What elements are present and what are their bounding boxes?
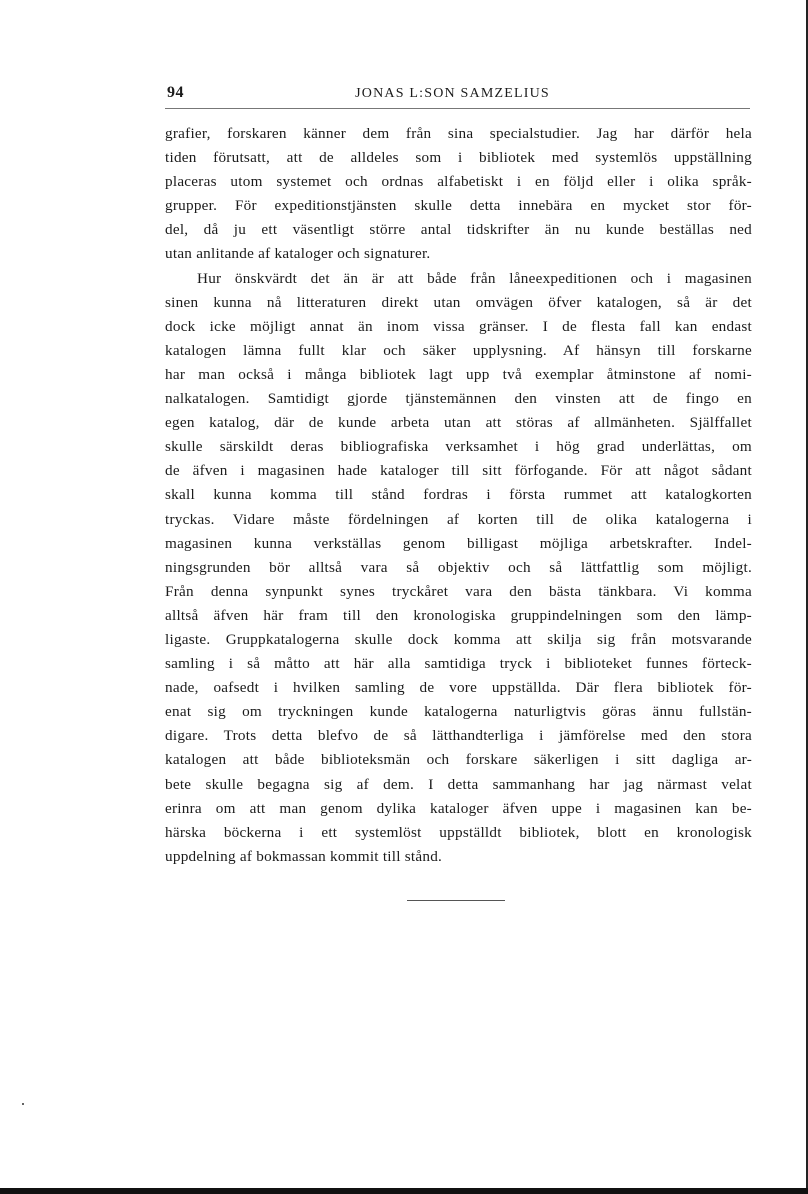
text-line: placeras utom systemet och ordnas alfabetiskt i en följd eller i olika språk-: [165, 173, 752, 191]
scan-speck: [22, 1103, 24, 1105]
text-line: grupper. För expeditionstjänsten skulle detta innebära en mycket stor för-: [165, 197, 752, 215]
text-line: del, då ju ett väsentligt större antal tidskrifter än nu kunde beställas ned: [165, 221, 752, 239]
text-line: ligaste. Gruppkatalogerna skulle dock komma att skilja sig från motsvarande: [165, 630, 752, 648]
text-line: har man också i många bibliotek lagt upp två exemplar åtminstone af nomi-: [165, 365, 752, 383]
text-line: Från denna synpunkt synes tryckåret vara den bästa tänkbara. Vi komma: [165, 582, 752, 600]
text-line: ningsgrunden bör alltså vara så objektiv och så lättfattlig som möjligt.: [165, 558, 752, 576]
scan-edge-bottom: [0, 1188, 808, 1194]
text-line: nade, oafsedt i hvilken samling de vore uppställda. Där flera bibliotek för-: [165, 679, 752, 697]
text-line: dock icke möjligt annat än inom vissa gränser. I de flesta fall kan endast: [165, 317, 752, 335]
text-line: tiden förutsatt, att de alldeles som i bibliotek med systemlös uppställning: [165, 149, 752, 167]
text-line: magasinen kunna verkställas genom billigast möjliga arbetskrafter. Indel-: [165, 534, 752, 552]
text-line: sinen kunna nå litteraturen direkt utan omvägen öfver katalogen, så är det: [165, 293, 752, 311]
running-head: [165, 84, 750, 109]
text-line: nalkatalogen. Samtidigt gjorde tjänstemännen den vinsten att de fingo en: [165, 390, 752, 408]
text-line: katalogen att både biblioteksmän och forskare säkerligen i sitt dagliga ar-: [165, 751, 752, 769]
text-line: alltså äfven här fram till den kronologiska gruppindelningen som den lämp-: [165, 606, 752, 624]
page-number: 94: [167, 84, 184, 101]
text-line: bete skulle begagna sig af dem. I detta sammanhang har jag närmast velat: [165, 775, 752, 793]
text-line: enat sig om tryckningen kunde katalogerna naturligtvis göras ännu fullstän-: [165, 703, 752, 721]
text-line: katalogen lämna fullt klar och säker upplysning. Af hänsyn till forskarne: [165, 341, 752, 359]
text-line: samling i så måtto att här alla samtidiga tryck i biblioteket funnes förteck-: [165, 655, 752, 673]
text-line: uppdelning af bokmassan kommit till stånd.: [165, 847, 443, 865]
text-line: digare. Trots detta blefvo de så lätthandterliga i jämförelse med den stora: [165, 727, 752, 745]
text-line: utan anlitande af kataloger och signaturer.: [165, 245, 431, 263]
body-text: [165, 122, 752, 869]
running-title: JONAS L:SON SAMZELIUS: [355, 86, 550, 101]
section-end-rule: [407, 900, 505, 901]
text-line: egen katalog, där de kunde arbeta utan att störas af allmänheten. Själffallet: [165, 414, 752, 432]
text-line: tryckas. Vidare måste fördelningen af korten till de olika katalogerna i: [165, 510, 752, 528]
text-line: de äfven i magasinen hade kataloger till sitt förfogande. För att något sådant: [165, 462, 752, 480]
text-line: Hur önskvärdt det än är att både från låneexpeditionen och i magasinen: [197, 269, 752, 287]
text-line: härska böckerna i ett systemlöst uppställdt bibliotek, blott en kronologisk: [165, 823, 752, 841]
text-line: skall kunna komma till stånd fordras i första rummet att katalogkorten: [165, 486, 752, 504]
text-line: erinra om att man genom dylika kataloger äfven uppe i magasinen kan be-: [165, 799, 752, 817]
text-line: grafier, forskaren känner dem från sina specialstudier. Jag har därför hela: [165, 125, 752, 142]
text-line: skulle särskildt deras bibliografiska verksamhet i hög grad underlättas, om: [165, 438, 752, 456]
